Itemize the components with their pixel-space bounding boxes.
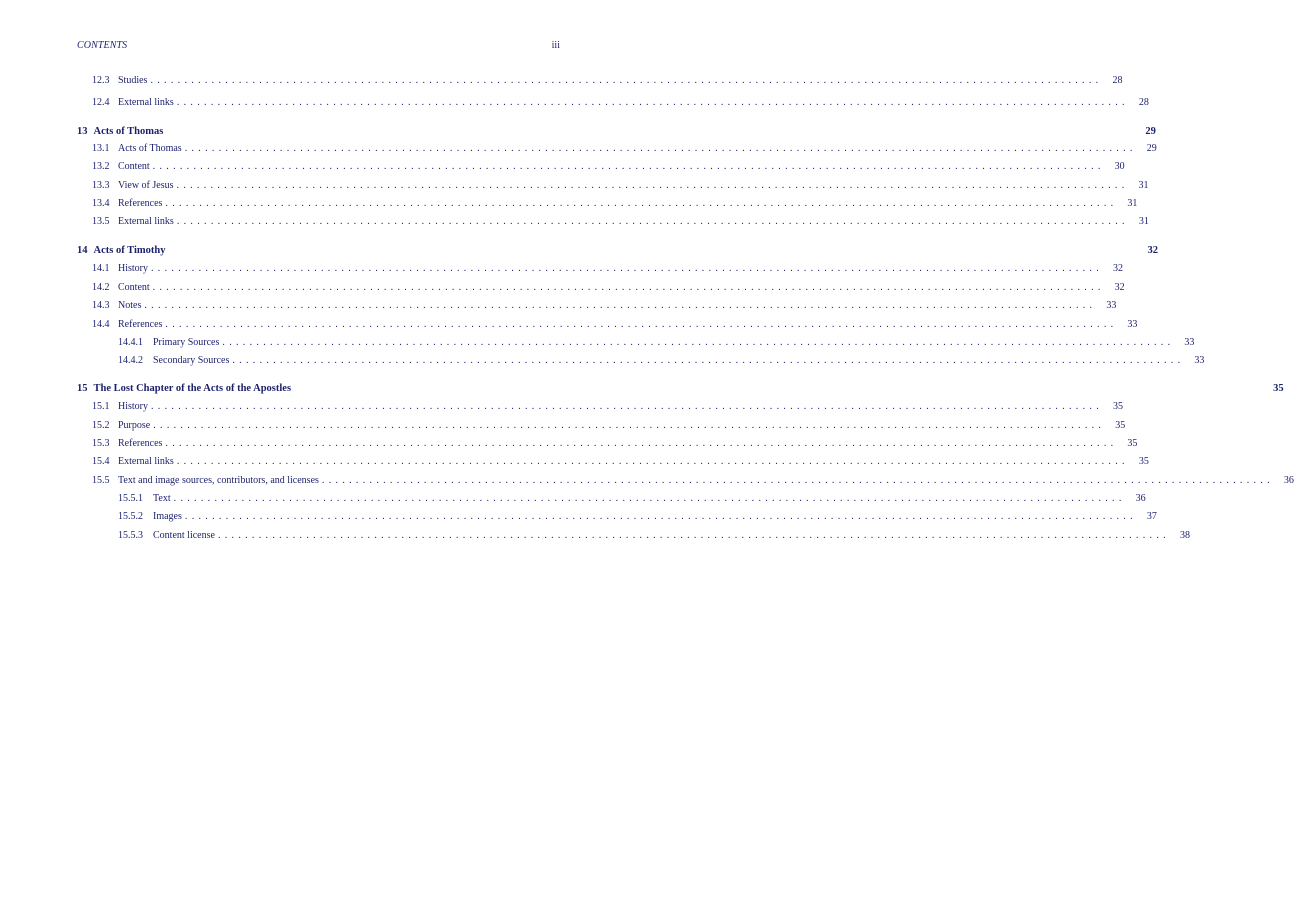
toc-entry-title[interactable]: External links	[118, 456, 174, 467]
toc-entry-title[interactable]: Content license	[153, 530, 215, 541]
toc-entry-number: 13	[77, 126, 88, 137]
toc-entry-title[interactable]: Acts of Thomas	[93, 126, 164, 137]
toc-entry-number: 15.3	[92, 438, 110, 449]
toc-section-entry[interactable]	[92, 97, 1149, 109]
toc-entry-page-number[interactable]: 35	[1113, 401, 1123, 412]
running-header-title: CONTENTS	[77, 40, 128, 51]
toc-section-entry[interactable]	[92, 282, 1125, 294]
toc-entry-number: 15.4	[92, 456, 110, 467]
toc-entry-title[interactable]: External links	[118, 97, 174, 108]
toc-entry-title[interactable]: External links	[118, 216, 174, 227]
toc-section-entry[interactable]	[118, 355, 1205, 367]
toc-entry-number: 13.2	[92, 161, 110, 172]
toc-entry-title[interactable]: Purpose	[118, 420, 151, 431]
toc-entry-number: 15.5.2	[118, 511, 143, 522]
toc-entry-number: 14.2	[92, 282, 110, 293]
toc-dot-leader: ............................................................................................................................................	[217, 530, 1170, 541]
toc-entry-number: 12.4	[92, 97, 110, 108]
toc-dot-leader: ............................................................................................................................................	[232, 355, 1185, 366]
toc-section-entry[interactable]	[92, 216, 1149, 228]
toc-entry-number: 14.3	[92, 300, 110, 311]
toc-entry-number: 12.3	[92, 75, 110, 86]
toc-section-entry[interactable]	[92, 143, 1157, 155]
toc-dot-leader: ............................................................................................................................................	[152, 161, 1105, 172]
toc-section-entry[interactable]	[118, 493, 1146, 505]
toc-dot-leader: ............................................................................................................................................	[176, 97, 1129, 108]
toc-entry-number: 15.2	[92, 420, 110, 431]
toc-entry-title[interactable]: Notes	[118, 300, 142, 311]
toc-dot-leader: ............................................................................................................................................	[144, 300, 1097, 311]
toc-entry-number: 13.3	[92, 180, 110, 191]
toc-entry-page-number[interactable]: 33	[1127, 319, 1138, 330]
toc-entry-page-number[interactable]: 36	[1135, 493, 1146, 504]
toc-entry-title[interactable]: Text and image sources, contributors, and licenses	[118, 475, 319, 486]
toc-section-entry[interactable]	[92, 161, 1125, 173]
toc-entry-page-number[interactable]: 30	[1114, 161, 1125, 172]
toc-section-entry[interactable]	[92, 401, 1123, 413]
toc-entry-page-number[interactable]: 33	[1184, 337, 1195, 348]
toc-entry-title[interactable]: Primary Sources	[153, 337, 220, 348]
toc-entry-page-number[interactable]: 32	[1113, 263, 1123, 274]
toc-entry-page-number[interactable]: 29	[1145, 126, 1156, 137]
toc-entry-number: 15.1	[92, 401, 110, 412]
toc-entry-page-number[interactable]: 35	[1115, 420, 1126, 431]
toc-entry-number: 13.4	[92, 198, 110, 209]
toc-section-entry[interactable]	[118, 337, 1195, 349]
toc-entry-page-number[interactable]: 31	[1138, 216, 1149, 227]
toc-section-entry[interactable]	[118, 530, 1190, 542]
toc-entry-number: 15.5	[92, 475, 110, 486]
toc-dot-leader: ............................................................................................................................................	[321, 475, 1274, 486]
toc-chapter-entry[interactable]	[77, 383, 1284, 395]
toc-chapter-entry[interactable]	[77, 126, 1156, 138]
toc-entry-page-number[interactable]: 35	[1138, 456, 1149, 467]
toc-entry-title[interactable]: Acts of Thomas	[118, 143, 182, 154]
toc-entry-number: 14.4.2	[118, 355, 143, 366]
toc-section-entry[interactable]	[118, 511, 1157, 523]
toc-entry-page-number[interactable]: 37	[1146, 511, 1157, 522]
toc-section-entry[interactable]	[92, 456, 1149, 468]
toc-dot-leader: ............................................................................................................................................	[153, 420, 1106, 431]
toc-entry-page-number[interactable]: 29	[1146, 143, 1157, 154]
toc-entry-page-number[interactable]: 36	[1283, 475, 1294, 486]
toc-entry-page-number[interactable]: 35	[1273, 383, 1284, 394]
toc-entry-title[interactable]: Images	[153, 511, 182, 522]
toc-entry-number: 14.4	[92, 319, 110, 330]
toc-dot-leader: ............................................................................................................................................	[176, 180, 1129, 191]
toc-entry-title[interactable]: References	[118, 198, 163, 209]
toc-section-entry[interactable]	[92, 475, 1294, 487]
toc-entry-title[interactable]: Content	[118, 282, 150, 293]
toc-dot-leader: ............................................................................................................................................	[184, 143, 1137, 154]
toc-entry-number: 14.4.1	[118, 337, 143, 348]
toc-entry-number: 15	[77, 383, 88, 394]
toc-entry-number: 13.1	[92, 143, 110, 154]
toc-dot-leader: ............................................................................................................................................	[165, 198, 1118, 209]
toc-entry-page-number[interactable]: 33	[1106, 300, 1117, 311]
toc-entry-page-number[interactable]: 31	[1127, 198, 1138, 209]
toc-dot-leader: ............................................................................................................................................	[222, 337, 1175, 348]
running-header-page-number: iii	[551, 40, 560, 51]
toc-section-entry[interactable]	[92, 319, 1138, 331]
toc-section-entry[interactable]	[92, 420, 1126, 432]
toc-entry-page-number[interactable]: 31	[1138, 180, 1149, 191]
toc-entry-page-number[interactable]: 35	[1127, 438, 1138, 449]
toc-section-entry[interactable]	[92, 180, 1149, 192]
toc-dot-leader: ............................................................................................................................................	[184, 511, 1137, 522]
toc-dot-leader: ............................................................................................................................................	[173, 493, 1126, 504]
toc-entry-title[interactable]: The Lost Chapter of the Acts of the Apostles	[93, 383, 292, 394]
toc-section-entry[interactable]	[92, 75, 1123, 87]
toc-dot-leader: ............................................................................................................................................	[165, 438, 1118, 449]
toc-dot-leader: ............................................................................................................................................	[176, 456, 1129, 467]
toc-entry-title[interactable]: References	[118, 438, 163, 449]
toc-dot-leader: ............................................................................................................................................	[151, 263, 1103, 274]
toc-entry-page-number[interactable]: 33	[1194, 355, 1205, 366]
toc-entry-page-number[interactable]: 32	[1147, 245, 1158, 256]
toc-entry-page-number[interactable]: 38	[1179, 530, 1190, 541]
toc-entry-page-number[interactable]: 32	[1114, 282, 1125, 293]
toc-entry-page-number[interactable]: 28	[1138, 97, 1149, 108]
toc-section-entry[interactable]	[92, 438, 1138, 450]
toc-entry-number: 13.5	[92, 216, 110, 227]
toc-entry-number: 15.5.3	[118, 530, 143, 541]
toc-entry-number: 14.1	[92, 263, 110, 274]
toc-entry-title[interactable]: Secondary Sources	[153, 355, 230, 366]
toc-entry-number: 14	[77, 245, 88, 256]
toc-entry-title[interactable]: Acts of Timothy	[93, 245, 166, 256]
toc-entry-title[interactable]: View of Jesus	[118, 180, 174, 191]
toc-dot-leader: ............................................................................................................................................	[150, 75, 1103, 86]
toc-section-entry[interactable]	[92, 198, 1138, 210]
toc-dot-leader: ............................................................................................................................................	[176, 216, 1129, 227]
toc-entry-title[interactable]: History	[118, 401, 148, 412]
toc-dot-leader: ............................................................................................................................................	[151, 401, 1103, 412]
toc-dot-leader: ............................................................................................................................................	[152, 282, 1105, 293]
toc-section-entry[interactable]	[92, 263, 1123, 275]
toc-entry-page-number[interactable]: 28	[1112, 75, 1123, 86]
toc-entry-title[interactable]: References	[118, 319, 163, 330]
toc-entry-title[interactable]: Studies	[118, 75, 148, 86]
toc-entry-title[interactable]: History	[118, 263, 148, 274]
toc-section-entry[interactable]	[92, 300, 1117, 312]
toc-entry-title[interactable]: Text	[153, 493, 171, 504]
toc-entry-title[interactable]: Content	[118, 161, 150, 172]
toc-chapter-entry[interactable]	[77, 245, 1158, 257]
toc-entry-number: 15.5.1	[118, 493, 143, 504]
toc-dot-leader: ............................................................................................................................................	[165, 319, 1118, 330]
